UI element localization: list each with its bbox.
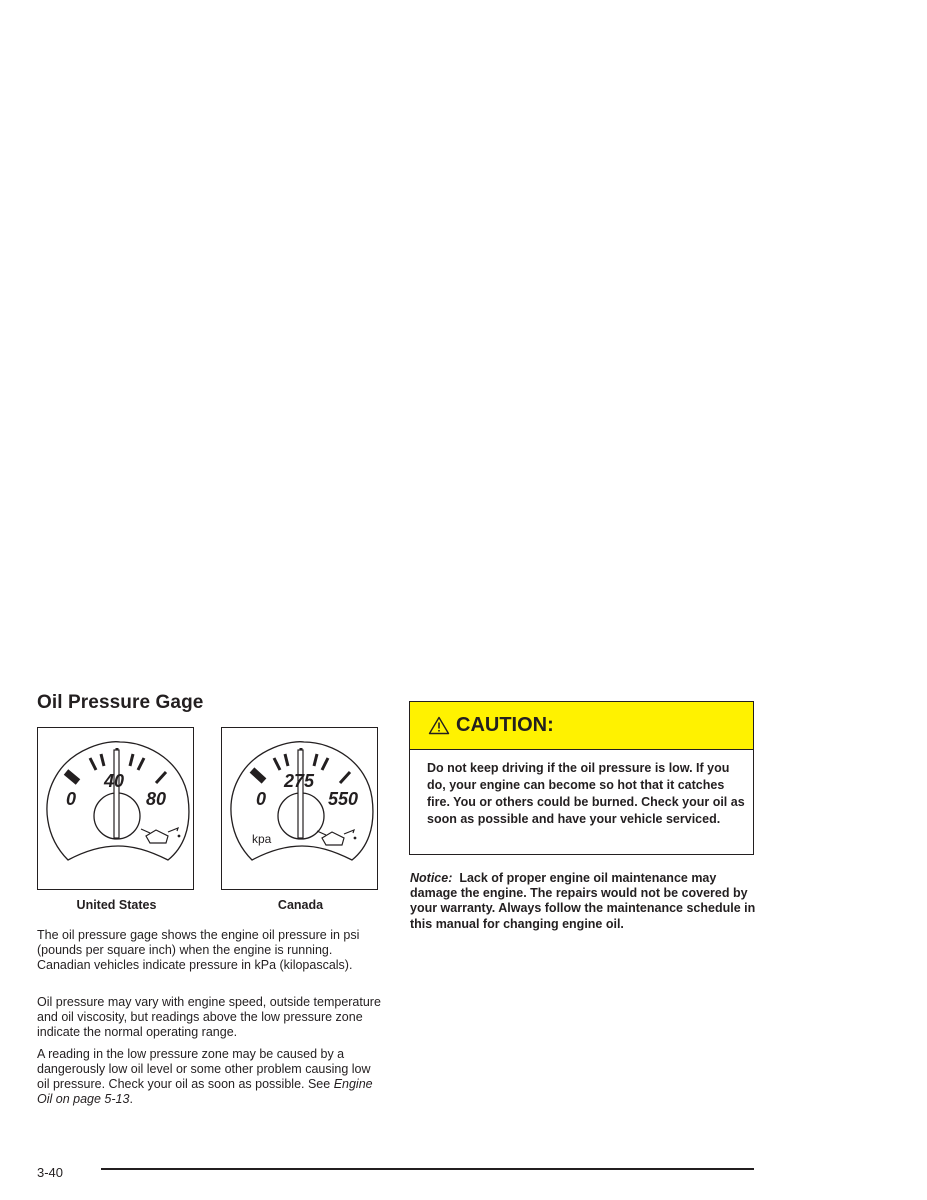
footer-rule — [101, 1168, 754, 1170]
gauge-canada — [221, 727, 378, 890]
gauge-max-label: 80 — [146, 789, 167, 809]
warning-triangle-icon — [428, 716, 450, 735]
gauge-min-label: 0 — [256, 789, 267, 809]
body-paragraph-3 — [37, 1047, 382, 1107]
body-paragraph-1: The oil pressure gage shows the engine oil pressure in psi (pounds per square inch) when the engine is running. Canadian vehicles indicate pressure in kPa (kilopascals). — [37, 928, 360, 972]
oil-can-icon — [141, 828, 180, 843]
caution-box — [409, 701, 754, 855]
gauge-caption-united-states: United States — [76, 898, 157, 912]
gauge-mid-label: 275 — [284, 771, 315, 791]
notice-text: Lack of proper engine oil maintenance may damage the engine. The repairs would not be covered by your warranty. Always follow the maintenance schedule in this manual for changing engine oil. — [410, 871, 756, 931]
body-paragraph-2: Oil pressure may vary with engine speed, outside temperature and oil viscosity, but readings above the low pressure zone indicate the normal operating range. — [37, 995, 381, 1039]
caution-header — [410, 702, 753, 750]
gauge-unit-label: kpa — [252, 832, 272, 846]
gauge-united-states — [37, 727, 194, 890]
notice-label: Notice: — [410, 871, 453, 885]
gauge-mid-label: 40 — [104, 771, 125, 791]
caution-text: Do not keep driving if the oil pressure is low. If you do, your engine can become so hot that it catches fire. You or others could be burned. Check your oil as soon as possible and have your vehicle serviced. — [427, 761, 745, 826]
gauge-caption-canada: Canada — [277, 898, 324, 912]
caution-title: CAUTION: — [456, 714, 554, 736]
engine-oil-reference-link[interactable]: Engine Oil on page 5-13 — [37, 1077, 373, 1106]
body-paragraph-3-end: . — [129, 1092, 133, 1106]
gauge-max-label: 550 — [328, 789, 359, 809]
oil-can-icon — [317, 830, 356, 845]
section-title: Oil Pressure Gage — [37, 692, 204, 713]
body-paragraph-3-text: A reading in the low pressure zone may be caused by a dangerously low oil level or some other problem causing low oil pressure. Check your oil as soon as possible. See — [37, 1047, 371, 1091]
notice-paragraph — [410, 871, 760, 932]
page-number: 3-40 — [37, 1165, 64, 1180]
gauge-min-label: 0 — [66, 789, 77, 809]
